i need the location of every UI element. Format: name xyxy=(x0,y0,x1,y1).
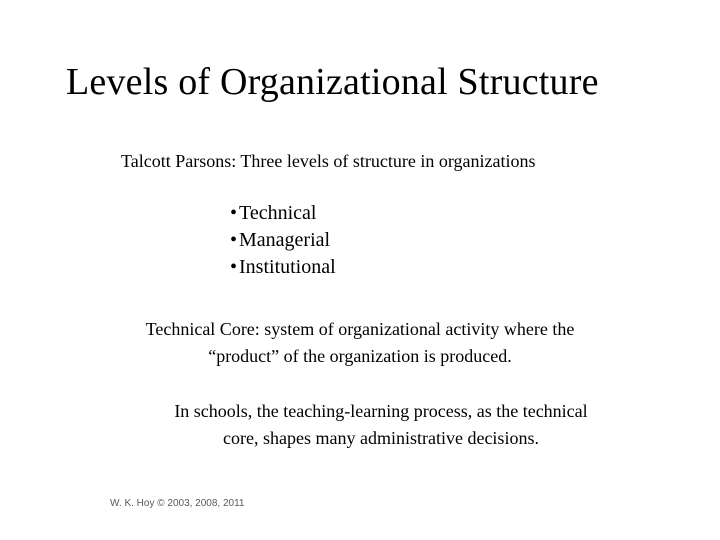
subtitle: Talcott Parsons: Three levels of structure in organizations xyxy=(121,151,536,171)
schools-note xyxy=(116,398,646,452)
technical-core-line-1: Technical Core: system of organizational activity where the xyxy=(145,319,575,339)
schools-note-line-1: In schools, the teaching-learning process, as the technical xyxy=(174,401,588,421)
bullet: • xyxy=(230,202,238,224)
level-label: Managerial xyxy=(239,229,331,251)
level-label: Technical xyxy=(239,202,317,224)
levels-list xyxy=(230,200,336,281)
technical-core-line-2: “product” of the organization is produced. xyxy=(208,346,512,366)
slide-title: Levels of Organizational Structure xyxy=(66,61,599,103)
bullet: • xyxy=(230,229,238,251)
technical-core-definition xyxy=(120,316,600,370)
level-item-technical xyxy=(230,200,336,227)
level-label: Institutional xyxy=(239,256,336,278)
level-item-institutional xyxy=(230,254,336,281)
copyright-footer: W. K. Hoy © 2003, 2008, 2011 xyxy=(110,498,245,509)
schools-note-line-2: core, shapes many administrative decisions. xyxy=(223,428,539,448)
level-item-managerial xyxy=(230,227,336,254)
bullet: • xyxy=(230,256,238,278)
